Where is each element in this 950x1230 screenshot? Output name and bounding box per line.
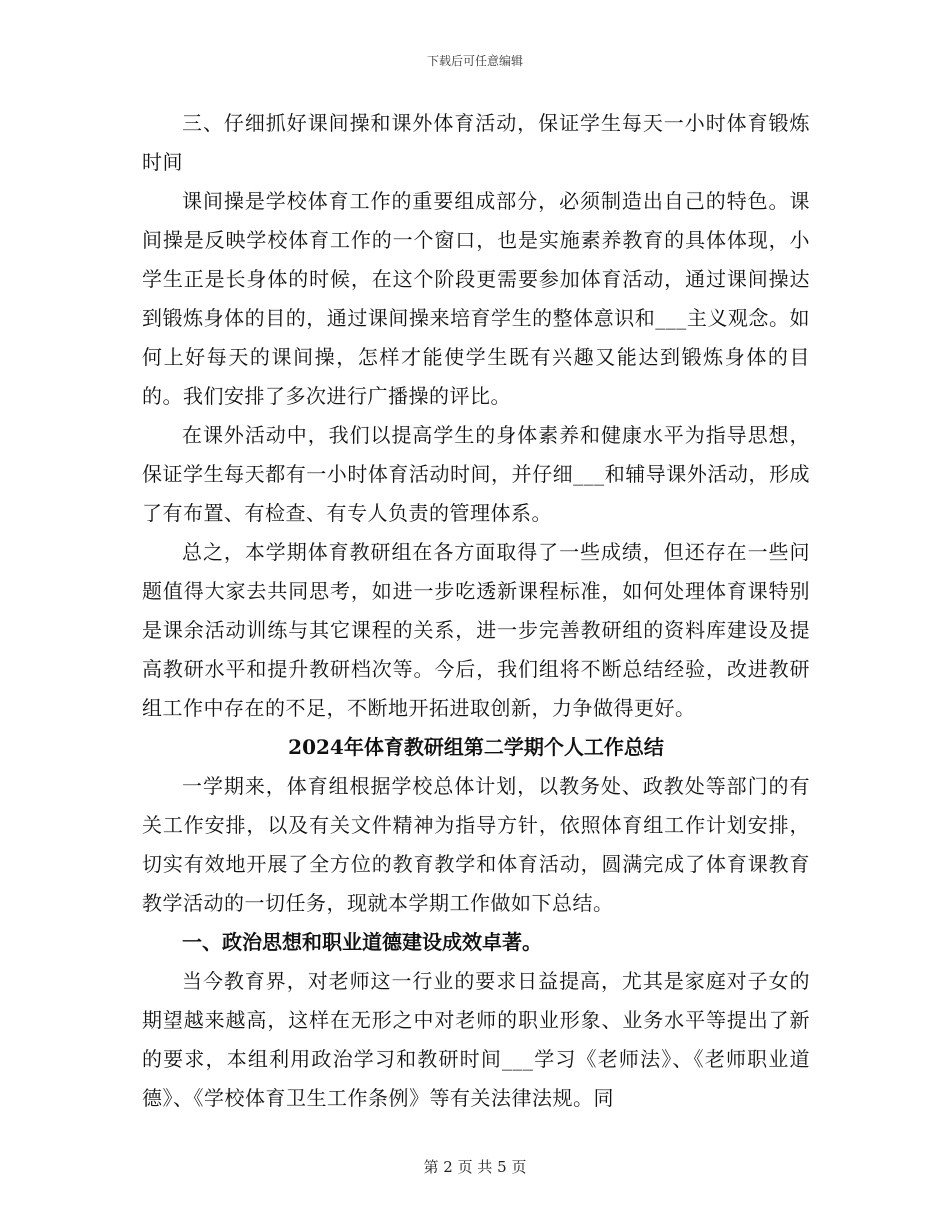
page-footer-number: 第 2 页 共 5 页	[423, 1158, 527, 1176]
paragraph-extracurricular: 在课外活动中，我们以提高学生的身体素养和健康水平为指导思想，保证学生每天都有一小时体育活动时间，并仔细___和辅导课外活动，形成了有布置、有检查、有专人负责的管理体系。	[142, 423, 810, 525]
document-title: 2024年体育教研组第二学期个人工作总结	[288, 735, 664, 759]
paragraph-morning-exercise: 课间操是学校体育工作的重要组成部分，必须制造出自己的特色。课间操是反映学校体育工作的一个窗口，也是实施素养教育的具体体现，小学生正是长身体的时候，在这个阶段更需要参加体育活动，通过课间操达到锻炼身体的目的，通过课间操来培育学生的整体意识和___主义观念。如何上好每天的课间操，怎样才能使学生既有兴趣又能达到锻炼身体的目的。我们安排了多次进行广播操的评比。	[142, 189, 810, 408]
paragraph-summary: 总之，本学期体育教研组在各方面取得了一些成绩，但还存在一些问题值得大家去共同思考，如进一步吃透新课程标准，如何处理体育课特别是课余活动训练与其它课程的关系，进一步完善教研组的资料库建设及提高教研水平和提升教研档次等。今后，我们组将不断总结经验，改进教研组工作中存在的不足，不断地开拓进取创新，力争做得更好。	[142, 540, 810, 720]
paragraph-intro: 一学期来，体育组根据学校总体计划，以教务处、政教处等部门的有关工作安排，以及有关文件精神为指导方针，依照体育组工作计划安排，切实有效地开展了全方位的教育教学和体育活动，圆满完成了体育课教育教学活动的一切任务，现就本学期工作做如下总结。	[142, 774, 810, 915]
document-body	[142, 104, 810, 1118]
page-header-note: 下载后可任意编辑	[426, 54, 523, 68]
section-heading-one: 一、政治思想和职业道德建设成效卓著。	[182, 930, 542, 954]
paragraph-ethics: 当今教育界，对老师这一行业的要求日益提高，尤其是家庭对子女的期望越来越高，这样在无形之中对老师的职业形象、业务水平等提出了新的要求，本组利用政治学习和教研时间___学习《老师法》、《老师职业道德》、《学校体育卫生工作条例》等有关法律法规。同	[142, 969, 810, 1110]
paragraph-section-three: 三、仔细抓好课间操和课外体育活动，保证学生每天一小时体育锻炼时间	[142, 111, 810, 174]
